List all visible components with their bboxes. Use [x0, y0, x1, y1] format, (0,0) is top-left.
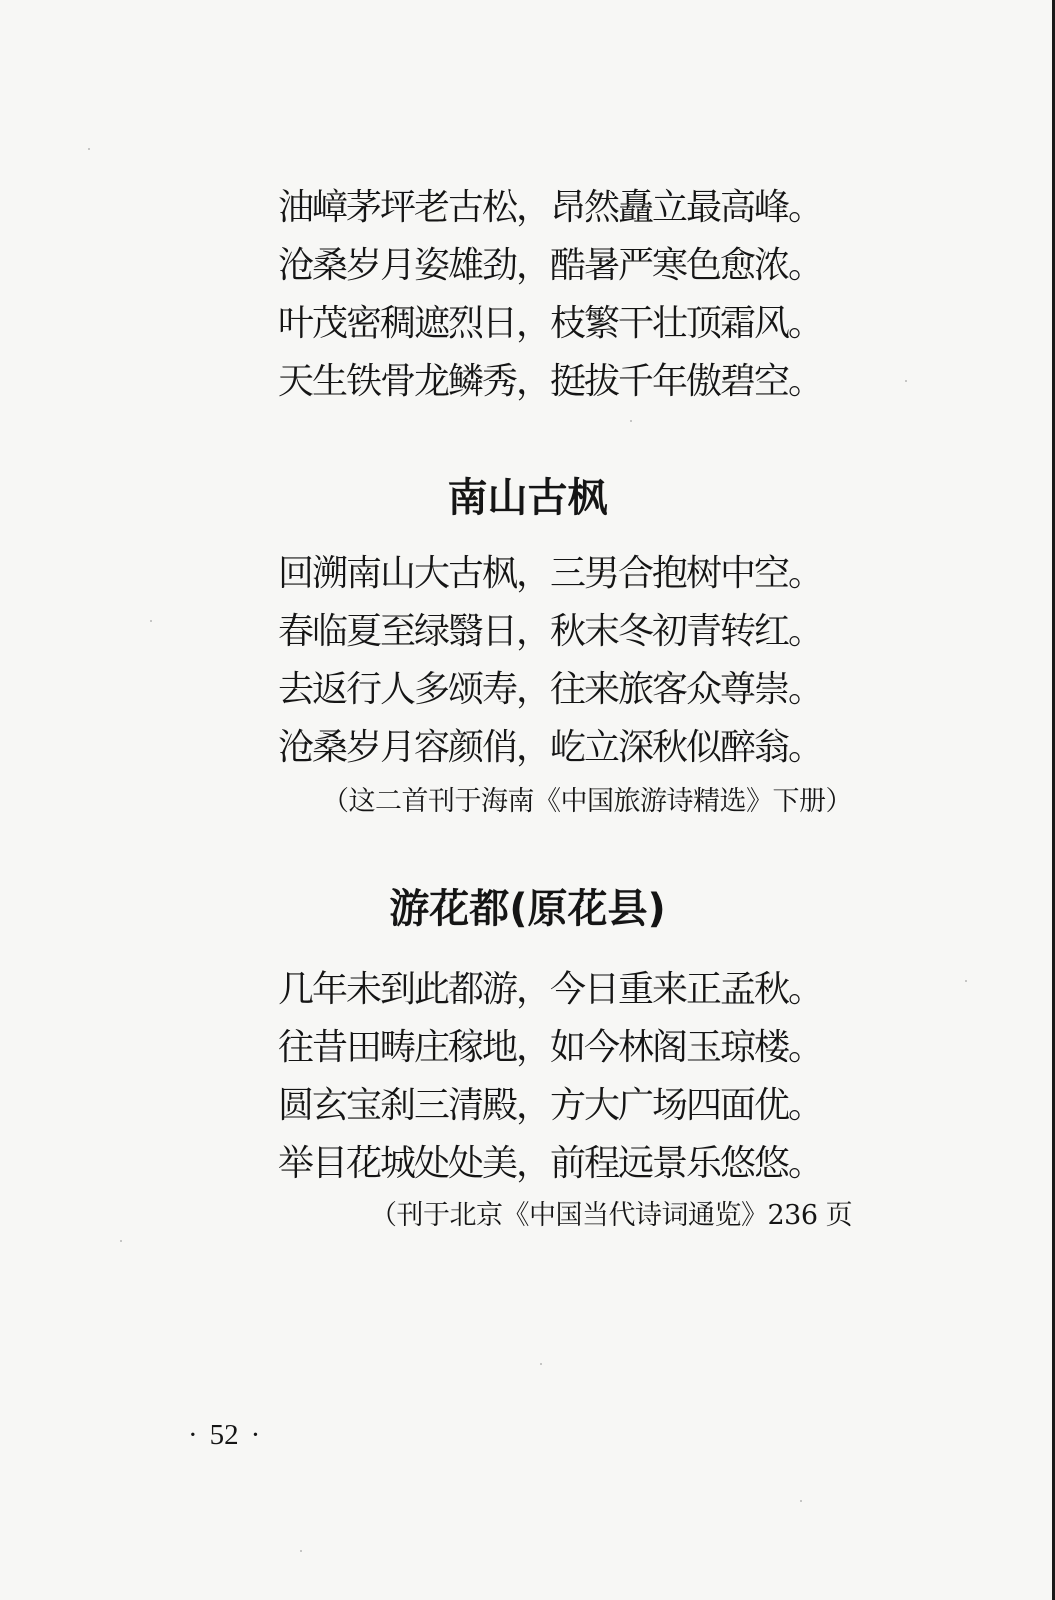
scan-speck: [905, 380, 907, 382]
scan-speck: [965, 980, 967, 982]
poem-1-line-4: 天生铁骨龙鳞秀，挺拔千年傲碧空。: [278, 361, 823, 402]
poem-1-line-1: 油嶂茅坪老古松，昂然矗立最高峰。: [278, 187, 823, 228]
scan-speck: [120, 1240, 122, 1242]
poem-3-line-4: 举目花城处处美，前程远景乐悠悠。: [278, 1143, 823, 1184]
scan-speck: [150, 620, 152, 622]
page-number: [176, 1417, 272, 1453]
poem-2-line-4: 沧桑岁月容颜俏，屹立深秋似醉翁。: [278, 727, 823, 768]
page-number-dot-right: ·: [250, 1419, 261, 1451]
poem-3-publication-note: （刊于北京《中国当代诗词通览》236 页: [370, 1200, 853, 1231]
poem-2-publication-note: （这二首刊于海南《中国旅游诗精选》下册）: [322, 786, 852, 817]
poem-1-line-2: 沧桑岁月姿雄劲，酷暑严寒色愈浓。: [278, 245, 823, 286]
scan-speck: [88, 148, 90, 150]
scan-speck: [630, 420, 632, 422]
scan-speck: [800, 1500, 802, 1502]
poem-2-line-2: 春临夏至绿翳日，秋末冬初青转红。: [278, 611, 823, 652]
poem-2-title: 南山古枫: [447, 475, 608, 521]
poem-3-line-2: 往昔田畴庄稼地，如今林阁玉琼楼。: [278, 1027, 823, 1068]
poem-3-line-3: 圆玄宝刹三清殿，方大广场四面优。: [278, 1085, 823, 1126]
poem-3-line-1: 几年未到此都游，今日重来正孟秋。: [278, 969, 823, 1010]
scan-speck: [540, 1363, 542, 1365]
poem-1-line-3: 叶茂密稠遮烈日，枝繁干壮顶霜风。: [278, 303, 823, 344]
scan-speck: [300, 1550, 302, 1552]
page-number-dot-left: ·: [188, 1419, 198, 1451]
poem-3-title: 游花都(原花县): [389, 886, 666, 932]
poem-2-line-3: 去返行人多颂寿，往来旅客众尊崇。: [278, 669, 823, 710]
page-number-value: 52: [209, 1419, 239, 1451]
poem-2-line-1: 回溯南山大古枫，三男合抱树中空。: [278, 553, 823, 594]
